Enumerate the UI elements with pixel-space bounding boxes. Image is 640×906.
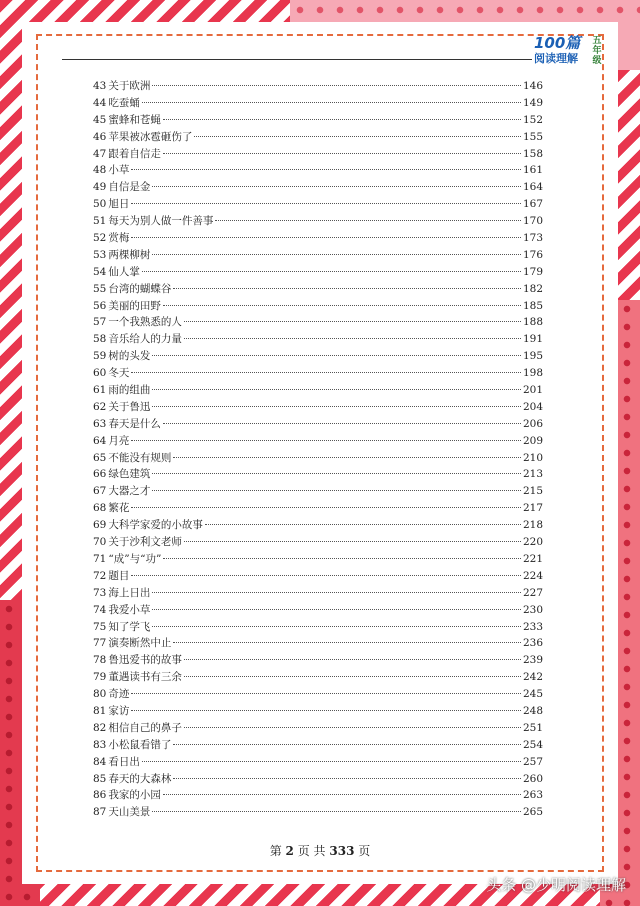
toc-entry-leader — [131, 693, 521, 694]
toc-entry-number: 66 — [93, 468, 107, 481]
header-rule — [62, 59, 532, 60]
toc-entry[interactable] — [93, 230, 543, 247]
toc-entry[interactable] — [93, 281, 543, 298]
toc-entry-number: 77 — [93, 637, 107, 650]
toc-entry-leader — [184, 659, 521, 660]
toc-entry-number: 46 — [93, 130, 107, 143]
toc-entry-title: 看日出 — [108, 755, 140, 768]
toc-entry-number: 47 — [93, 147, 107, 160]
toc-entry-title: 雨的组曲 — [108, 384, 151, 397]
toc-entry-number: 44 — [93, 96, 107, 109]
toc-entry-page: 254 — [522, 738, 543, 751]
toc-entry-page: 215 — [522, 485, 543, 498]
toc-entry-title: 苹果被冰雹砸伤了 — [108, 130, 193, 143]
toc-entry-title: 美丽的田野 — [108, 299, 161, 312]
toc-entry[interactable] — [93, 179, 543, 196]
toc-entry-page: 195 — [522, 350, 543, 363]
toc-entry-page: 209 — [522, 434, 543, 447]
toc-entry-title: 天山美景 — [108, 806, 151, 819]
toc-entry[interactable] — [93, 669, 543, 686]
toc-entry-title: 蜜蜂和苍蝇 — [108, 113, 161, 126]
toc-entry-leader — [163, 794, 521, 795]
toc-entry-page: 224 — [522, 569, 543, 582]
toc-entry-title: 奇迹 — [108, 688, 130, 701]
toc-entry-page: 204 — [522, 400, 543, 413]
toc-entry-title: 大器之才 — [108, 485, 151, 498]
toc-entry-title: 跟着自信走 — [108, 147, 161, 160]
toc-entry-page: 236 — [522, 637, 543, 650]
toc-entry-number: 75 — [93, 620, 107, 633]
toc-entry-title: 自信是金 — [108, 181, 151, 194]
toc-entry-page: 152 — [522, 113, 543, 126]
toc-entry[interactable] — [93, 331, 543, 348]
toc-entry-number: 83 — [93, 738, 107, 751]
toc-entry-number: 72 — [93, 569, 107, 582]
toc-entry-number: 55 — [93, 282, 107, 295]
toc-entry[interactable] — [93, 382, 543, 399]
toc-entry-leader — [152, 254, 521, 255]
toc-entry-number: 54 — [93, 265, 107, 278]
toc-entry[interactable] — [93, 78, 543, 95]
background-dots-top — [290, 0, 640, 22]
toc-entry-page: 155 — [522, 130, 543, 143]
toc-entry[interactable] — [93, 686, 543, 703]
toc-entry-title: 春天是什么 — [108, 417, 161, 430]
toc-entry-leader — [215, 220, 521, 221]
toc-entry[interactable] — [93, 500, 543, 517]
toc-entry[interactable] — [93, 602, 543, 619]
toc-entry-page: 201 — [522, 384, 543, 397]
toc-entry[interactable] — [93, 754, 543, 771]
toc-entry[interactable] — [93, 196, 543, 213]
toc-entry-page: 173 — [522, 232, 543, 245]
toc-entry-title: 大科学家爱的小故事 — [108, 519, 203, 532]
toc-entry-leader — [163, 119, 521, 120]
toc-entry-number: 64 — [93, 434, 107, 447]
toc-entry-leader — [163, 423, 521, 424]
footer-total-pages: 333 — [329, 844, 355, 858]
toc-entry-title: 吃蚕蛹 — [108, 96, 140, 109]
brand-logo — [534, 36, 604, 68]
toc-entry-title: 家访 — [108, 704, 130, 717]
toc-entry-number: 45 — [93, 113, 107, 126]
toc-entry-page: 179 — [522, 265, 543, 278]
toc-entry-leader — [173, 744, 521, 745]
toc-entry-title: 绿色建筑 — [108, 468, 151, 481]
toc-entry-leader — [152, 389, 521, 390]
toc-entry-page: 170 — [522, 215, 543, 228]
toc-entry-title: 旭日 — [108, 198, 130, 211]
toc-entry-number: 69 — [93, 519, 107, 532]
toc-entry-title: “成”与“功” — [108, 552, 162, 565]
toc-entry-number: 85 — [93, 772, 107, 785]
toc-entry-number: 82 — [93, 721, 107, 734]
toc-entry[interactable] — [93, 619, 543, 636]
toc-entry-number: 50 — [93, 198, 107, 211]
toc-entry-page: 260 — [522, 772, 543, 785]
toc-entry-leader — [152, 355, 521, 356]
toc-entry-page: 158 — [522, 147, 543, 160]
toc-entry-number: 49 — [93, 181, 107, 194]
toc-entry[interactable] — [93, 162, 543, 179]
toc-entry-page: 198 — [522, 367, 543, 380]
toc-entry-title: 春天的大森林 — [108, 772, 172, 785]
toc-entry-leader — [131, 372, 521, 373]
toc-entry-number: 65 — [93, 451, 107, 464]
toc-entry[interactable] — [93, 348, 543, 365]
watermark: 头条 @少明阅读理解 — [486, 876, 626, 894]
toc-entry[interactable] — [93, 585, 543, 602]
toc-entry-page: 161 — [522, 164, 543, 177]
toc-entry-leader — [152, 85, 521, 86]
toc-entry-title: 我爱小草 — [108, 603, 151, 616]
toc-entry-number: 59 — [93, 350, 107, 363]
toc-entry[interactable] — [93, 804, 543, 821]
toc-entry-page: 221 — [522, 552, 543, 565]
toc-entry-leader — [152, 626, 521, 627]
toc-entry-number: 67 — [93, 485, 107, 498]
toc-entry-page: 206 — [522, 417, 543, 430]
toc-entry-page: 265 — [522, 806, 543, 819]
toc-entry-page: 188 — [522, 316, 543, 329]
toc-entry-number: 84 — [93, 755, 107, 768]
toc-entry[interactable] — [93, 213, 543, 230]
brand-title: 100篇 — [534, 34, 581, 52]
toc-entry-leader — [184, 541, 521, 542]
toc-entry-leader — [131, 710, 521, 711]
toc-entry-page: 182 — [522, 282, 543, 295]
toc-entry-title: 相信自己的鼻子 — [108, 721, 182, 734]
toc-entry-number: 86 — [93, 789, 107, 802]
toc-entry[interactable] — [93, 399, 543, 416]
toc-entry-title: 小松鼠看错了 — [108, 738, 172, 751]
toc-entry-leader — [184, 338, 521, 339]
toc-entry-leader — [131, 575, 521, 576]
toc-entry-leader — [173, 642, 521, 643]
toc-entry-number: 73 — [93, 586, 107, 599]
toc-entry[interactable] — [93, 652, 543, 669]
toc-entry-leader — [152, 811, 521, 812]
toc-entry[interactable] — [93, 247, 543, 264]
toc-entry-page: 248 — [522, 704, 543, 717]
footer-prefix: 第 — [269, 844, 282, 858]
toc-entry-number: 81 — [93, 704, 107, 717]
toc-entry[interactable] — [93, 483, 543, 500]
toc-entry-title: 知了学飞 — [108, 620, 151, 633]
toc-entry-page: 185 — [522, 299, 543, 312]
toc-entry-leader — [131, 237, 521, 238]
toc-entry-title: 董遇读书有三余 — [108, 671, 182, 684]
toc-entry-number: 43 — [93, 80, 107, 92]
toc-entry-number: 53 — [93, 248, 107, 261]
toc-entry-leader — [152, 473, 521, 474]
toc-entry[interactable] — [93, 720, 543, 737]
toc-entry-leader — [163, 305, 521, 306]
toc-entry[interactable] — [93, 314, 543, 331]
toc-entry[interactable] — [93, 466, 543, 483]
toc-entry-leader — [152, 609, 521, 610]
toc-entry-page: 218 — [522, 519, 543, 532]
brand-grade: 五年级 — [592, 36, 602, 66]
toc-entry-leader — [142, 761, 521, 762]
toc-entry-number: 57 — [93, 316, 107, 329]
toc-entry-title: 两棵柳树 — [108, 248, 151, 261]
toc-entry[interactable] — [93, 129, 543, 146]
toc-entry[interactable] — [93, 433, 543, 450]
toc-entry[interactable] — [93, 787, 543, 804]
toc-entry[interactable] — [93, 568, 543, 585]
toc-entry-page: 149 — [522, 96, 543, 109]
toc-entry-leader — [184, 676, 521, 677]
toc-entry-page: 213 — [522, 468, 543, 481]
toc-entry-page: 217 — [522, 502, 543, 515]
toc-entry[interactable] — [93, 298, 543, 315]
toc-entry[interactable] — [93, 771, 543, 788]
footer-current-page: 2 — [285, 844, 294, 858]
toc-entry-title: 关于沙利文老师 — [108, 536, 182, 549]
toc-entry[interactable] — [93, 112, 543, 129]
toc-entry-page: 239 — [522, 654, 543, 667]
toc-entry-title: 一个我熟悉的人 — [108, 316, 182, 329]
toc-entry-page: 164 — [522, 181, 543, 194]
toc-entry-leader — [131, 507, 521, 508]
toc-entry-leader — [205, 524, 521, 525]
toc-entry-number: 78 — [93, 654, 107, 667]
toc-entry-leader — [152, 186, 521, 187]
toc-entry-number: 51 — [93, 215, 107, 228]
toc-entry-number: 87 — [93, 806, 107, 819]
page-footer — [0, 842, 640, 859]
toc-entry-number: 79 — [93, 671, 107, 684]
toc-entry-page: 167 — [522, 198, 543, 211]
toc-entry-leader — [131, 169, 521, 170]
toc-entry-title: 演奏断然中止 — [108, 637, 172, 650]
toc-entry-page: 227 — [522, 586, 543, 599]
toc-entry-page: 251 — [522, 721, 543, 734]
brand-subtitle: 阅读理解 — [534, 52, 578, 65]
toc-entry-leader — [131, 440, 521, 441]
toc-entry-leader — [173, 778, 521, 779]
toc-entry[interactable] — [93, 365, 543, 382]
toc-entry-leader — [152, 490, 521, 491]
toc-entry-number: 62 — [93, 400, 107, 413]
toc-entry[interactable] — [93, 95, 543, 112]
toc-entry-title: 关于鲁迅 — [108, 400, 151, 413]
toc-entry-title: 赏梅 — [108, 232, 130, 245]
toc-entry-leader — [163, 153, 521, 154]
toc-entry-number: 60 — [93, 367, 107, 380]
toc-entry-page: 245 — [522, 688, 543, 701]
toc-entry-title: 仙人掌 — [108, 265, 140, 278]
toc-entry-number: 80 — [93, 688, 107, 701]
toc-entry-page: 146 — [522, 80, 543, 92]
toc-entry-number: 71 — [93, 552, 107, 565]
toc-entry-leader — [173, 457, 521, 458]
toc-entry-title: 月亮 — [108, 434, 130, 447]
toc-entry-title: 每天为别人做一件善事 — [108, 215, 214, 228]
toc-entry-title: 树的头发 — [108, 350, 151, 363]
toc-entry[interactable] — [93, 146, 543, 163]
toc-entry-leader — [184, 321, 521, 322]
toc-entry-leader — [152, 592, 521, 593]
toc-entry-number: 48 — [93, 164, 107, 177]
toc-entry-page: 233 — [522, 620, 543, 633]
toc-entry-number: 68 — [93, 502, 107, 515]
toc-entry-page: 191 — [522, 333, 543, 346]
toc-entry-number: 70 — [93, 536, 107, 549]
toc-entry-leader — [142, 271, 521, 272]
toc-entry[interactable] — [93, 635, 543, 652]
toc-entry-leader — [163, 558, 521, 559]
toc-entry-title: 小草 — [108, 164, 130, 177]
table-of-contents — [93, 78, 543, 821]
toc-entry[interactable] — [93, 517, 543, 534]
toc-entry[interactable] — [93, 264, 543, 281]
toc-entry-page: 176 — [522, 248, 543, 261]
toc-entry-number: 56 — [93, 299, 107, 312]
toc-entry-page: 263 — [522, 789, 543, 802]
toc-entry-title: 关于欧洲 — [108, 80, 151, 92]
toc-entry-number: 74 — [93, 603, 107, 616]
toc-entry-title: 不能没有规则 — [108, 451, 172, 464]
toc-entry-leader — [131, 203, 521, 204]
toc-entry[interactable] — [93, 534, 543, 551]
toc-entry-number: 63 — [93, 417, 107, 430]
toc-entry-title: 鲁迅爱书的故事 — [108, 654, 182, 667]
toc-entry[interactable] — [93, 703, 543, 720]
toc-entry-title: 台湾的蝴蝶谷 — [108, 282, 172, 295]
toc-entry[interactable] — [93, 737, 543, 754]
toc-entry-leader — [152, 406, 521, 407]
toc-entry-title: 音乐给人的力量 — [108, 333, 182, 346]
toc-entry-leader — [142, 102, 521, 103]
toc-entry-page: 257 — [522, 755, 543, 768]
toc-entry-title: 我家的小园 — [108, 789, 161, 802]
footer-suffix: 页 — [358, 844, 371, 858]
toc-entry-leader — [173, 288, 521, 289]
toc-entry-title: 繁花 — [108, 502, 130, 515]
toc-entry-title: 冬天 — [108, 367, 130, 380]
toc-entry-leader — [194, 136, 521, 137]
toc-entry-number: 58 — [93, 333, 107, 346]
toc-entry-number: 61 — [93, 384, 107, 397]
toc-entry-title: 海上日出 — [108, 586, 151, 599]
toc-entry-number: 52 — [93, 232, 107, 245]
toc-entry[interactable] — [93, 416, 543, 433]
toc-entry[interactable] — [93, 551, 543, 568]
toc-entry-title: 题目 — [108, 569, 130, 582]
toc-entry-page: 210 — [522, 451, 543, 464]
toc-entry[interactable] — [93, 450, 543, 467]
toc-entry-page: 242 — [522, 671, 543, 684]
toc-entry-leader — [184, 727, 521, 728]
footer-middle: 页 共 — [297, 844, 326, 858]
toc-entry-page: 230 — [522, 603, 543, 616]
toc-entry-page: 220 — [522, 536, 543, 549]
